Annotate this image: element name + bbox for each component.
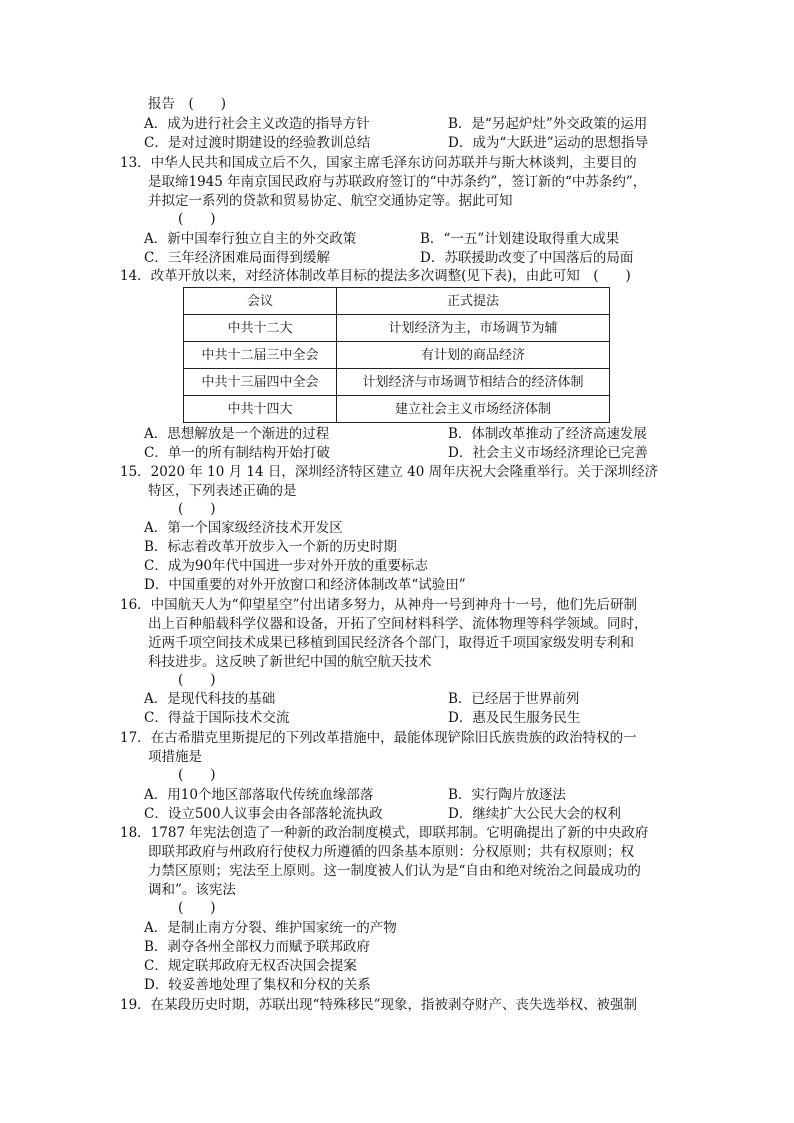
q15-option-b[interactable]: B．标志着改革开放步入一个新的历史时期 <box>144 539 397 555</box>
table-cell-formulation: 计划经济为主，市场调节为辅 <box>337 315 610 342</box>
q17-stem-line-1: 17．在古希腊克里斯提尼的下列改革措施中，最能体现铲除旧氏族贵族的政治特权的一 <box>120 730 637 746</box>
table-cell-meeting: 中共十四大 <box>184 396 337 423</box>
q13-stem-line-2: 是取缔1945 年南京国民政府与苏联政府签订的“中苏条约”，签订新的“中苏条约”， <box>148 174 647 190</box>
q18-option-b[interactable]: B．剥夺各州全部权力而赋予联邦政府 <box>144 939 370 955</box>
table-row <box>184 396 610 423</box>
q17-option-a[interactable]: A．用10个地区部落取代传统血缘部落 <box>144 787 374 803</box>
q18-answer-paren: ( ) <box>178 900 216 916</box>
q16-answer-paren: ( ) <box>178 672 216 688</box>
q17-answer-paren: ( ) <box>178 767 216 783</box>
q16-option-b[interactable]: B．已经居于世界前列 <box>448 691 580 707</box>
q16-stem-line-1: 16．中国航天人为“仰望星空”付出诸多努力，从神舟一号到神舟十一号，他们先后研制 <box>120 597 637 613</box>
q15-option-c[interactable]: C．成为90年代中国进一步对外开放的重要标志 <box>144 558 429 574</box>
q12-stem-end: 报告 ( ) <box>148 96 227 112</box>
q17-stem-line-2: 项措施是 <box>148 749 202 765</box>
table-header-row <box>184 288 610 315</box>
q12-option-d[interactable]: D．成为“大跃进”运动的思想指导 <box>448 135 649 151</box>
q18-option-a[interactable]: A．是制止南方分裂、维护国家统一的产物 <box>144 920 397 936</box>
table-cell-meeting: 中共十二届三中全会 <box>184 342 337 369</box>
q12-option-c[interactable]: C．是对过渡时期建设的经验教训总结 <box>144 135 371 151</box>
q13-answer-paren: ( ) <box>178 211 216 227</box>
q14-option-a[interactable]: A．思想解放是一个渐进的过程 <box>144 426 330 442</box>
q16-stem-line-3: 近两千项空间技术成果已移植到国民经济各个部门，取得近千项国家级发明专利和 <box>148 635 634 651</box>
q18-option-d[interactable]: D．较妥善地处理了集权和分权的关系 <box>144 977 371 993</box>
q18-stem-line-4: 调和”。该宪法 <box>148 882 236 898</box>
q18-stem-line-1: 18．1787 年宪法创造了一种新的政治制度模式，即联邦制。它明确提出了新的中央政府 <box>120 825 649 841</box>
table-cell-formulation: 建立社会主义市场经济体制 <box>337 396 610 423</box>
table-row <box>184 315 610 342</box>
table-cell-meeting: 中共十三届四中全会 <box>184 369 337 396</box>
table-header-meeting: 会议 <box>184 288 337 315</box>
q14-stem: 14．改革开放以来，对经济体制改革目标的提法多次调整(见下表)，由此可知 ( ) <box>120 268 631 284</box>
table-row <box>184 369 610 396</box>
q13-stem-line-1: 13．中华人民共和国成立后不久，国家主席毛泽东访问苏联并与斯大林谈判，主要目的 <box>120 155 637 171</box>
q15-option-d[interactable]: D．中国重要的对外开放窗口和经济体制改革“试验田” <box>144 577 466 593</box>
q18-stem-line-2: 即联邦政府与州政府行使权力所遵循的四条基本原则：分权原则；共有权原则；权 <box>148 844 634 860</box>
q13-option-b[interactable]: B．“一五”计划建设取得重大成果 <box>420 231 620 247</box>
q13-option-a[interactable]: A．新中国奉行独立自主的外交政策 <box>144 231 357 247</box>
q15-stem-line-2: 特区，下列表述正确的是 <box>148 483 297 499</box>
q16-stem-line-4: 科技进步。这反映了新世纪中国的航空航天技术 <box>148 654 432 670</box>
q17-option-b[interactable]: B．实行陶片放逐法 <box>448 787 566 803</box>
table-cell-formulation: 有计划的商品经济 <box>337 342 610 369</box>
q17-option-d[interactable]: D．继续扩大公民大会的权利 <box>448 806 621 822</box>
q12-option-a[interactable]: A．成为进行社会主义改造的指导方针 <box>144 116 370 132</box>
q15-option-a[interactable]: A．第一个国家级经济技术开发区 <box>144 520 343 536</box>
q16-option-d[interactable]: D．惠及民生服务民生 <box>448 710 581 726</box>
q13-option-c[interactable]: C．三年经济困难局面得到缓解 <box>144 250 330 266</box>
q15-stem-line-1: 15．2020 年 10 月 14 日，深圳经济特区建立 40 周年庆祝大会隆重举行。关于深圳经济 <box>120 464 659 480</box>
q15-answer-paren: ( ) <box>178 501 216 517</box>
q16-option-c[interactable]: C．得益于国际技术交流 <box>144 710 290 726</box>
table-header-formulation: 正式提法 <box>337 288 610 315</box>
q13-option-d[interactable]: D．苏联援助改变了中国落后的局面 <box>420 250 634 266</box>
reform-table <box>183 287 610 423</box>
q18-stem-line-3: 力禁区原则；宪法至上原则。这一制度被人们认为是“自由和绝对统治之间最成功的 <box>148 863 641 879</box>
q18-option-c[interactable]: C．规定联邦政府无权否决国会提案 <box>144 958 357 974</box>
table-row <box>184 342 610 369</box>
table-cell-formulation: 计划经济与市场调节相结合的经济体制 <box>337 369 610 396</box>
q12-option-b[interactable]: B．是“另起炉灶”外交政策的运用 <box>448 116 648 132</box>
q16-option-a[interactable]: A．是现代科技的基础 <box>144 691 276 707</box>
table-cell-meeting: 中共十二大 <box>184 315 337 342</box>
q14-option-b[interactable]: B．体制改革推动了经济高速发展 <box>448 426 647 442</box>
q19-stem-line-1: 19．在某段历史时期，苏联出现“特殊移民”现象，指被剥夺财产、丧失选举权、被强制 <box>120 997 637 1013</box>
q17-option-c[interactable]: C．设立500人议事会由各部落轮流执政 <box>144 806 383 822</box>
q16-stem-line-2: 出上百种船载科学仪器和设备，开拓了空间材料科学、流体物理等科学领域。同时， <box>148 616 648 632</box>
q14-option-d[interactable]: D．社会主义市场经济理论已完善 <box>448 445 648 461</box>
q14-option-c[interactable]: C．单一的所有制结构开始打破 <box>144 445 330 461</box>
q13-stem-line-3: 并拟定一系列的贷款和贸易协定、航空交通协定等。据此可知 <box>148 193 513 209</box>
